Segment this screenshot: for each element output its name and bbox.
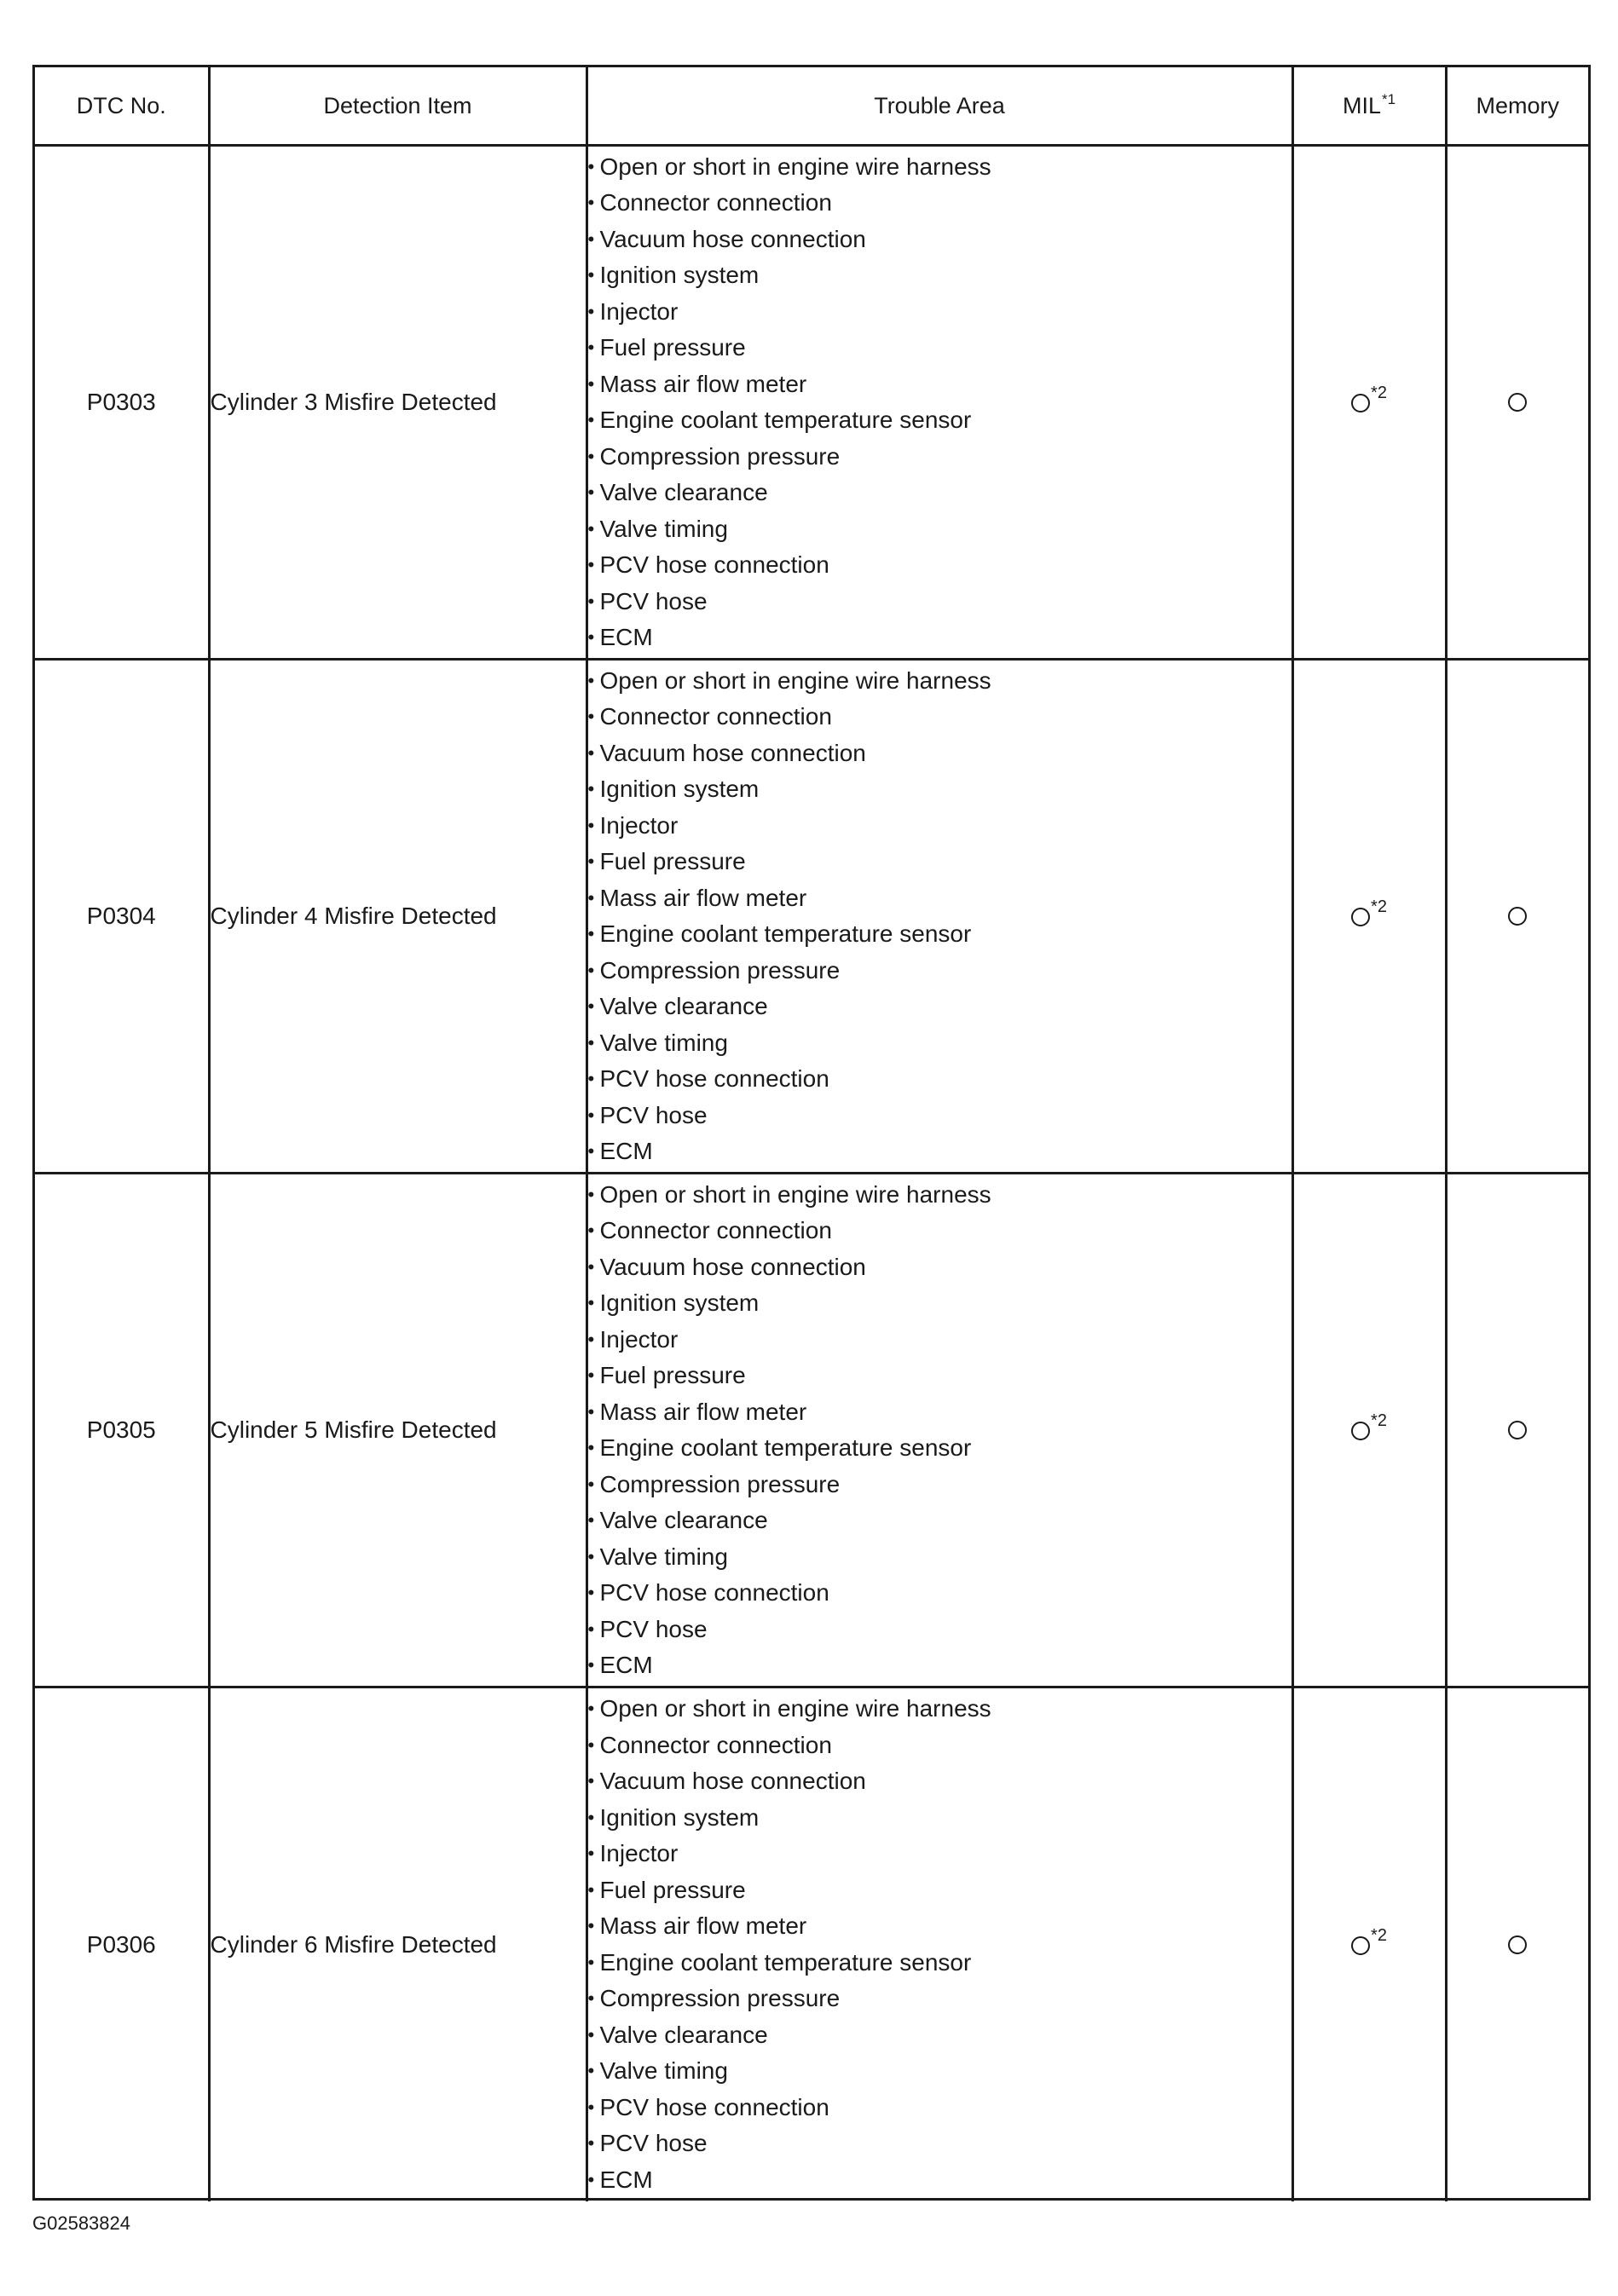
trouble-area-text: Ignition system — [599, 1803, 760, 1831]
bullet-icon: • — [587, 1220, 595, 1241]
trouble-area-item — [588, 1394, 1292, 1431]
circle-icon — [1508, 1421, 1527, 1439]
trouble-area-text: Injector — [599, 1840, 679, 1867]
trouble-area-item — [588, 699, 1292, 736]
trouble-area-text: Vacuum hose connection — [599, 1768, 866, 1795]
trouble-area-text: Engine coolant temperature sensor — [599, 1434, 972, 1461]
bullet-icon: • — [587, 2096, 595, 2118]
trouble-area-item — [588, 1836, 1292, 1872]
bullet-icon: • — [587, 2023, 595, 2045]
trouble-area-text: Vacuum hose connection — [599, 1253, 866, 1280]
mil-footnote: *2 — [1371, 1925, 1387, 1945]
table-row — [35, 146, 1588, 660]
trouble-area-list — [588, 663, 1292, 1170]
trouble-area-item — [588, 1061, 1292, 1098]
bullet-icon: • — [587, 1509, 595, 1531]
bullet-icon: • — [587, 337, 595, 358]
trouble-area-item — [588, 1249, 1292, 1286]
bullet-icon: • — [587, 1104, 595, 1126]
mil-cell — [1292, 146, 1446, 660]
trouble-area-text: Engine coolant temperature sensor — [599, 920, 972, 947]
circle-icon — [1351, 1936, 1370, 1955]
table-row — [35, 1174, 1588, 1687]
trouble-area-text: Compression pressure — [599, 956, 841, 984]
bullet-icon: • — [587, 1328, 595, 1350]
trouble-area-item — [588, 1177, 1292, 1214]
trouble-area-item — [588, 880, 1292, 917]
bullet-icon: • — [587, 1618, 595, 1640]
trouble-area-text: ECM — [599, 624, 653, 650]
dtc-table — [35, 67, 1588, 2201]
bullet-icon: • — [587, 1183, 595, 1205]
mil-footnote: *2 — [1371, 897, 1387, 917]
trouble-area-cell — [587, 1687, 1292, 2201]
bullet-icon: • — [587, 1400, 595, 1422]
mil-footnote: *2 — [1371, 384, 1387, 403]
circle-icon — [1351, 394, 1370, 412]
trouble-area-item — [588, 330, 1292, 366]
bullet-icon: • — [587, 1437, 595, 1458]
trouble-area-list — [588, 1691, 1292, 2198]
trouble-area-item — [588, 1322, 1292, 1359]
trouble-area-text: Mass air flow meter — [599, 1912, 807, 1940]
bullet-icon: • — [587, 1987, 595, 2010]
trouble-area-item — [588, 1908, 1292, 1945]
trouble-area-text: Open or short in engine wire harness — [599, 153, 991, 180]
trouble-area-text: Open or short in engine wire harness — [599, 1180, 991, 1208]
trouble-area-text: Injector — [599, 297, 679, 325]
trouble-area-item — [588, 2162, 1292, 2199]
trouble-area-item — [588, 1539, 1292, 1576]
trouble-area-text: Fuel pressure — [599, 848, 746, 874]
trouble-area-item — [588, 2126, 1292, 2162]
bullet-icon: • — [587, 851, 595, 872]
bullet-icon: • — [587, 669, 595, 691]
circle-icon — [1351, 1422, 1370, 1440]
mil-indicator — [1351, 1925, 1387, 1955]
trouble-area-text: Valve timing — [599, 1543, 728, 1570]
dtc-code-cell: P0303 — [35, 146, 209, 660]
detection-item-cell: Cylinder 3 Misfire Detected — [209, 146, 587, 660]
trouble-area-item — [588, 257, 1292, 294]
trouble-area-text: PCV hose — [599, 1615, 708, 1642]
bullet-icon: • — [587, 1698, 595, 1720]
bullet-icon: • — [587, 2168, 595, 2190]
trouble-area-item — [588, 1358, 1292, 1394]
circle-icon — [1508, 907, 1527, 926]
trouble-area-text: PCV hose connection — [599, 551, 829, 578]
bullet-icon: • — [587, 814, 595, 836]
bullet-icon: • — [587, 264, 595, 286]
memory-cell — [1446, 146, 1588, 660]
bullet-icon: • — [587, 1951, 595, 1973]
header-dtc-no — [35, 67, 209, 146]
table-row — [35, 1687, 1588, 2201]
circle-icon — [1351, 908, 1370, 926]
bullet-icon: • — [587, 155, 595, 177]
trouble-area-cell — [587, 1174, 1292, 1687]
trouble-area-text: Connector connection — [599, 1731, 832, 1758]
trouble-area-text: Engine coolant temperature sensor — [599, 407, 972, 433]
dtc-code-cell: P0305 — [35, 1174, 209, 1687]
bullet-icon: • — [587, 741, 595, 764]
memory-cell — [1446, 1687, 1588, 2201]
trouble-area-item — [588, 294, 1292, 331]
trouble-area-item — [588, 1503, 1292, 1539]
trouble-area-text: Connector connection — [599, 189, 832, 216]
bullet-icon: • — [587, 1545, 595, 1567]
bullet-icon: • — [587, 1843, 595, 1865]
bullet-icon: • — [587, 1140, 595, 1162]
bullet-icon: • — [587, 886, 595, 909]
trouble-area-text: PCV hose — [599, 2130, 708, 2157]
dtc-code-cell: P0306 — [35, 1687, 209, 2201]
bullet-icon: • — [587, 590, 595, 612]
trouble-area-text: Valve clearance — [599, 1507, 768, 1533]
bullet-icon: • — [587, 372, 595, 395]
detection-item-cell: Cylinder 4 Misfire Detected — [209, 660, 587, 1174]
memory-cell — [1446, 660, 1588, 1174]
bullet-icon: • — [587, 1734, 595, 1756]
bullet-icon: • — [587, 517, 595, 539]
trouble-area-item — [588, 222, 1292, 258]
circle-icon — [1508, 393, 1527, 412]
trouble-area-text: Connector connection — [599, 703, 832, 730]
trouble-area-text: ECM — [599, 2166, 653, 2193]
trouble-area-text: Fuel pressure — [599, 1362, 746, 1388]
bullet-icon: • — [587, 482, 595, 503]
figure-code: G02583824 — [32, 2212, 130, 2234]
trouble-area-text: Valve timing — [599, 2057, 728, 2085]
bullet-icon: • — [587, 626, 595, 648]
bullet-icon: • — [587, 1473, 595, 1495]
trouble-area-text: Mass air flow meter — [599, 884, 807, 911]
bullet-icon: • — [587, 300, 595, 322]
header-mil-footnote: *1 — [1381, 90, 1396, 107]
bullet-icon: • — [587, 1582, 595, 1603]
trouble-area-item — [588, 989, 1292, 1025]
trouble-area-item — [588, 1098, 1292, 1134]
bullet-icon: • — [587, 1292, 595, 1313]
trouble-area-item — [588, 185, 1292, 222]
bullet-icon: • — [587, 1806, 595, 1828]
trouble-area-item — [588, 475, 1292, 511]
trouble-area-item — [588, 1872, 1292, 1909]
trouble-area-item — [588, 844, 1292, 880]
trouble-area-item — [588, 771, 1292, 808]
trouble-area-item — [588, 916, 1292, 953]
mil-indicator — [1351, 384, 1387, 412]
trouble-area-text: PCV hose connection — [599, 2093, 829, 2120]
trouble-area-text: ECM — [599, 1652, 653, 1678]
trouble-area-text: PCV hose connection — [599, 1579, 829, 1606]
trouble-area-text: ECM — [599, 1138, 653, 1164]
bullet-icon: • — [587, 923, 595, 944]
trouble-area-text: Connector connection — [599, 1217, 832, 1243]
trouble-area-item — [588, 1612, 1292, 1648]
trouble-area-text: Compression pressure — [599, 1985, 841, 2012]
dtc-code-cell: P0304 — [35, 660, 209, 1174]
trouble-area-text: PCV hose connection — [599, 1065, 829, 1092]
trouble-area-item — [588, 808, 1292, 845]
trouble-area-item — [588, 547, 1292, 584]
dtc-table-frame — [32, 65, 1591, 2201]
trouble-area-cell — [587, 660, 1292, 1174]
bullet-icon: • — [587, 1068, 595, 1089]
trouble-area-item — [588, 1430, 1292, 1467]
trouble-area-item — [588, 2090, 1292, 2126]
detection-item-cell: Cylinder 6 Misfire Detected — [209, 1687, 587, 2201]
trouble-area-cell — [587, 146, 1292, 660]
trouble-area-text: Ignition system — [599, 776, 760, 802]
bullet-icon: • — [587, 445, 595, 467]
trouble-area-text: Engine coolant temperature sensor — [599, 1948, 972, 1976]
trouble-area-text: Open or short in engine wire harness — [599, 666, 991, 694]
mil-cell — [1292, 1687, 1446, 2201]
header-memory — [1446, 67, 1588, 146]
trouble-area-text: Open or short in engine wire harness — [599, 1695, 991, 1722]
trouble-area-item — [588, 1981, 1292, 2017]
trouble-area-text: Valve clearance — [599, 993, 768, 1019]
trouble-area-text: Injector — [599, 1325, 679, 1353]
trouble-area-item — [588, 1575, 1292, 1612]
mil-cell — [1292, 1174, 1446, 1687]
trouble-area-text: Mass air flow meter — [599, 370, 807, 397]
trouble-area-text: Fuel pressure — [599, 334, 746, 361]
header-detection-item-label: Detection Item — [323, 92, 472, 118]
bullet-icon: • — [587, 995, 595, 1017]
trouble-area-text: PCV hose — [599, 1101, 708, 1128]
mil-footnote: *2 — [1371, 1411, 1387, 1431]
header-mil-label: MIL — [1342, 92, 1381, 118]
detection-item-cell: Cylinder 5 Misfire Detected — [209, 1174, 587, 1687]
bullet-icon: • — [587, 192, 595, 213]
mil-indicator — [1351, 897, 1387, 926]
bullet-icon: • — [587, 1031, 595, 1053]
trouble-area-item — [588, 2017, 1292, 2054]
bullet-icon: • — [587, 2132, 595, 2155]
bullet-icon: • — [587, 1364, 595, 1386]
trouble-area-text: Valve clearance — [599, 2021, 768, 2048]
trouble-area-text: Compression pressure — [599, 442, 841, 470]
bullet-icon: • — [587, 228, 595, 250]
bullet-icon: • — [587, 706, 595, 727]
header-detection-item — [209, 67, 587, 146]
trouble-area-item — [588, 1467, 1292, 1503]
bullet-icon: • — [587, 778, 595, 799]
trouble-area-item — [588, 1691, 1292, 1728]
trouble-area-list — [588, 149, 1292, 656]
header-mil — [1292, 67, 1446, 146]
header-dtc-no-label: DTC No. — [76, 92, 166, 118]
trouble-area-text: Valve timing — [599, 515, 728, 542]
trouble-area-list — [588, 1177, 1292, 1684]
trouble-area-text: Fuel pressure — [599, 1876, 746, 1903]
mil-indicator — [1351, 1411, 1387, 1440]
bullet-icon: • — [587, 2060, 595, 2082]
trouble-area-item — [588, 1285, 1292, 1322]
trouble-area-item — [588, 402, 1292, 439]
trouble-area-text: Mass air flow meter — [599, 1398, 807, 1425]
trouble-area-text: Compression pressure — [599, 1470, 841, 1497]
trouble-area-item — [588, 366, 1292, 403]
bullet-icon: • — [587, 1915, 595, 1937]
trouble-area-item — [588, 1134, 1292, 1170]
bullet-icon: • — [587, 1255, 595, 1278]
header-memory-label: Memory — [1476, 92, 1559, 118]
trouble-area-text: Vacuum hose connection — [599, 225, 866, 252]
trouble-area-item — [588, 584, 1292, 620]
trouble-area-text: Valve timing — [599, 1029, 728, 1056]
circle-icon — [1508, 1935, 1527, 1954]
memory-cell — [1446, 1174, 1588, 1687]
trouble-area-text: Ignition system — [599, 1289, 760, 1316]
trouble-area-item — [588, 1763, 1292, 1800]
trouble-area-item — [588, 1025, 1292, 1062]
trouble-area-text: Injector — [599, 811, 679, 839]
trouble-area-item — [588, 663, 1292, 700]
trouble-area-item — [588, 439, 1292, 476]
bullet-icon: • — [587, 1654, 595, 1676]
trouble-area-text: Valve clearance — [599, 479, 768, 505]
trouble-area-item — [588, 1213, 1292, 1249]
bullet-icon: • — [587, 1770, 595, 1792]
bullet-icon: • — [587, 409, 595, 430]
trouble-area-item — [588, 511, 1292, 548]
header-trouble-area — [587, 67, 1292, 146]
trouble-area-item — [588, 1800, 1292, 1837]
trouble-area-item — [588, 2053, 1292, 2090]
trouble-area-item — [588, 1728, 1292, 1764]
mil-cell — [1292, 660, 1446, 1174]
table-header-row — [35, 67, 1588, 146]
header-trouble-area-label: Trouble Area — [874, 92, 1005, 118]
trouble-area-text: Vacuum hose connection — [599, 739, 866, 766]
trouble-area-item — [588, 149, 1292, 186]
trouble-area-item — [588, 1647, 1292, 1684]
trouble-area-item — [588, 1945, 1292, 1982]
bullet-icon: • — [587, 1878, 595, 1901]
trouble-area-item — [588, 953, 1292, 989]
trouble-area-item — [588, 620, 1292, 656]
trouble-area-item — [588, 736, 1292, 772]
bullet-icon: • — [587, 959, 595, 981]
table-row — [35, 660, 1588, 1174]
trouble-area-text: PCV hose — [599, 587, 708, 614]
bullet-icon: • — [587, 554, 595, 575]
trouble-area-text: Ignition system — [599, 262, 760, 288]
